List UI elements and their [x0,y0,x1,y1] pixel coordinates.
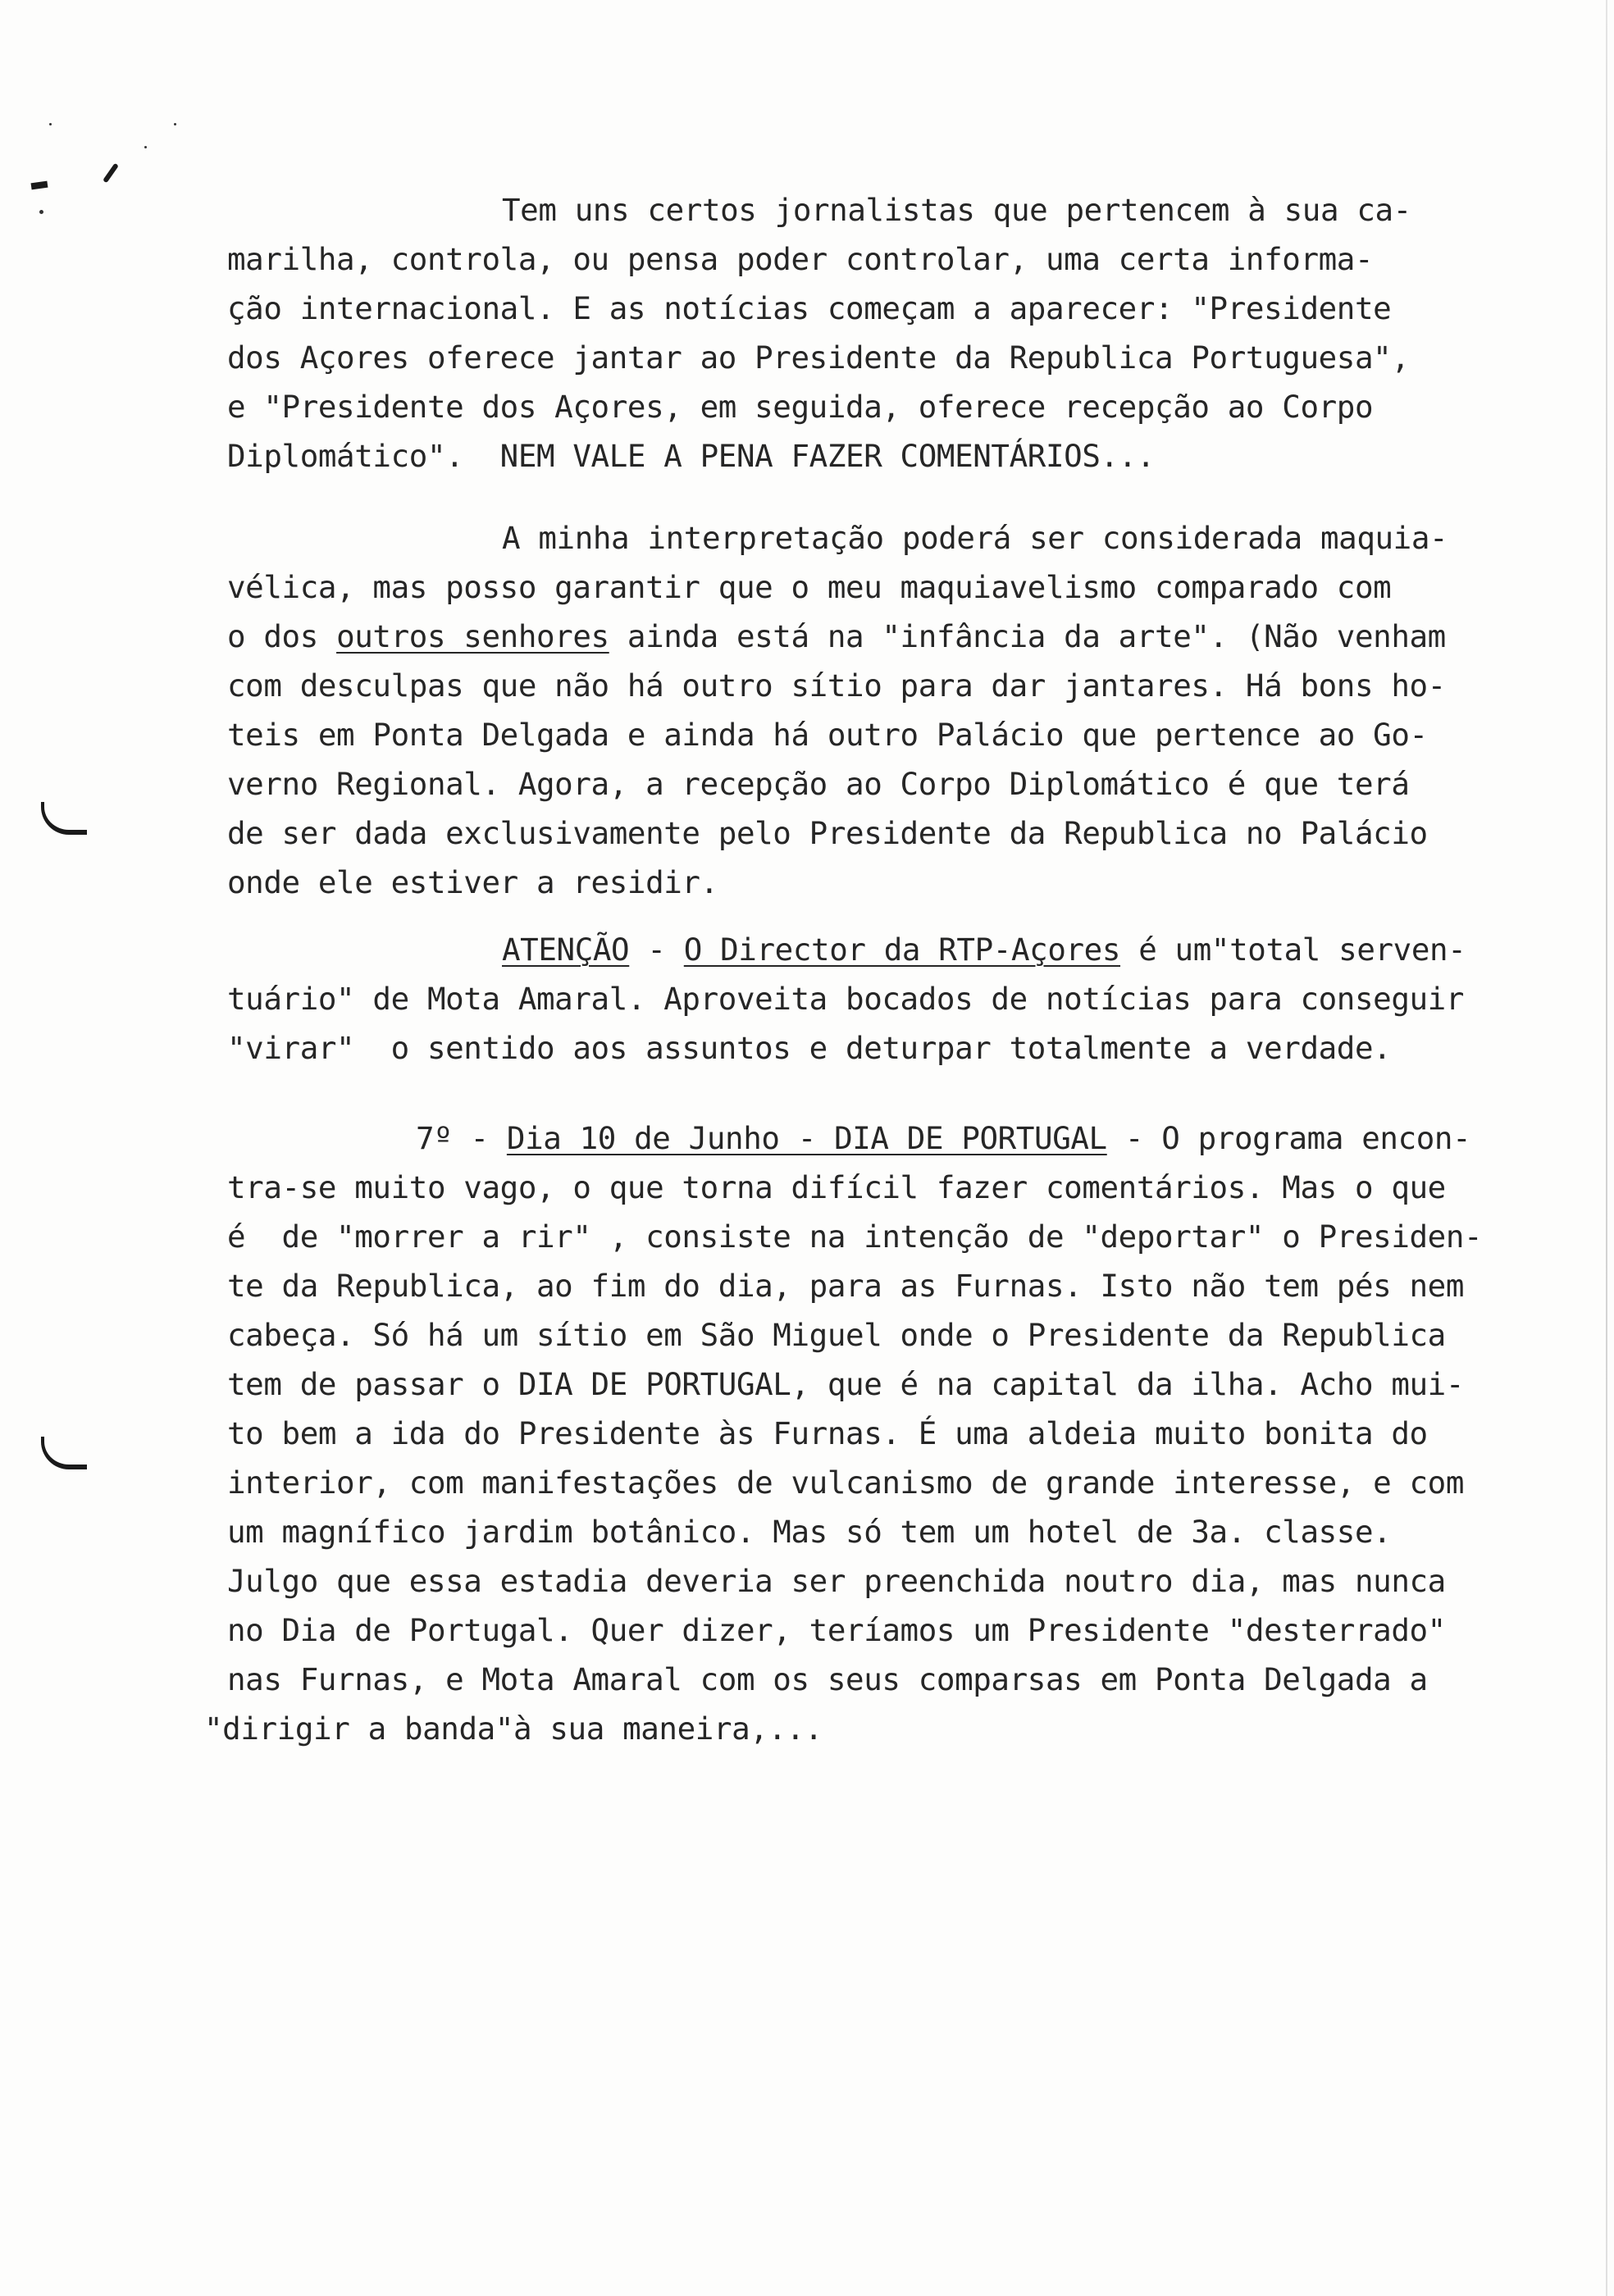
text-run: - O programa encon- [1106,1120,1471,1156]
underlined-text: Dia 10 de Junho - DIA DE PORTUGAL [506,1120,1107,1156]
text-line: Tem uns certos jornalistas que pertencem à sua ca- [502,192,1411,228]
text-line: "virar" o sentido aos assuntos e deturpar totalmente a verdade. [227,1030,1392,1066]
document-body [204,185,1572,1753]
scan-dot [39,210,43,214]
underlined-text: outros senhores [336,618,609,654]
text-line: "dirigir a banda"à sua maneira,... [204,1711,823,1747]
text-line: tra-se muito vago, o que torna difícil fazer comentários. Mas o que [227,1169,1446,1205]
text-line: é de "morrer a rir" , consiste na intenção de "deportar" o Presiden- [227,1219,1483,1255]
text-line: tuário" de Mota Amaral. Aproveita bocados de notícias para conseguir [227,981,1465,1017]
scan-mark [31,181,48,190]
text-run: o dos [227,618,337,654]
text-line: com desculpas que não há outro sítio para dar jantares. Há bons ho- [227,667,1446,704]
scan-dot [49,123,52,125]
text-line: te da Republica, ao fim do dia, para as Furnas. Isto não tem pés nem [227,1268,1465,1304]
text-line: A minha interpretação poderá ser considerada maquia- [502,520,1448,556]
binder-hole-mark [41,802,87,835]
text-line: cabeça. Só há um sítio em São Miguel onde o Presidente da Republica [227,1317,1446,1353]
text-run: 7º - [416,1120,507,1156]
text-line: ção internacional. E as notícias começam a aparecer: "Presidente [227,290,1392,326]
text-run: - [629,932,684,968]
text-line: dos Açores oferece jantar ao Presidente da Republica Portuguesa", [227,339,1410,376]
text-line: e "Presidente dos Açores, em seguida, oferece recepção ao Corpo [227,389,1374,425]
text-line: marilha, controla, ou pensa poder controlar, uma certa informa- [227,241,1374,277]
scan-mark [103,163,119,184]
text-line: verno Regional. Agora, a recepção ao Corpo Diplomático é que terá [227,766,1410,802]
text-line [227,925,1572,974]
text-line: no Dia de Portugal. Quer dizer, teríamos um Presidente "desterrado" [227,1612,1446,1648]
text-line: vélica, mas posso garantir que o meu maquiavelismo comparado com [227,569,1392,605]
scan-dot [144,146,147,148]
text-line [227,612,1572,661]
text-line: Diplomático". NEM VALE A PENA FAZER COMENTÁRIOS... [227,438,1156,474]
text-line: um magnífico jardim botânico. Mas só tem um hotel de 3a. classe. [227,1514,1392,1550]
underlined-text: O Director da RTP-Açores [683,932,1121,968]
text-line: de ser dada exclusivamente pelo Presidente da Republica no Palácio [227,815,1428,851]
text-run: é um"total serven- [1120,932,1466,968]
text-line: teis em Ponta Delgada e ainda há outro Palácio que pertence ao Go- [227,717,1428,753]
text-line: Julgo que essa estadia deveria ser preenchida noutro dia, mas nunca [227,1563,1446,1599]
binder-hole-mark [41,1437,87,1469]
text-run: ainda está na "infância da arte". (Não venham [609,618,1446,654]
underlined-text: ATENÇÃO [502,932,630,968]
text-line: onde ele estiver a residir. [227,864,718,900]
scan-dot [174,123,176,125]
text-line: tem de passar o DIA DE PORTUGAL, que é na capital da ilha. Acho mui- [227,1366,1465,1402]
text-line [227,1114,1572,1163]
text-line: nas Furnas, e Mota Amaral com os seus comparsas em Ponta Delgada a [227,1661,1428,1697]
page-edge [1606,0,1607,2296]
text-line: to bem a ida do Presidente às Furnas. É uma aldeia muito bonita do [227,1415,1428,1451]
text-line: interior, com manifestações de vulcanismo de grande interesse, e com [227,1465,1465,1501]
